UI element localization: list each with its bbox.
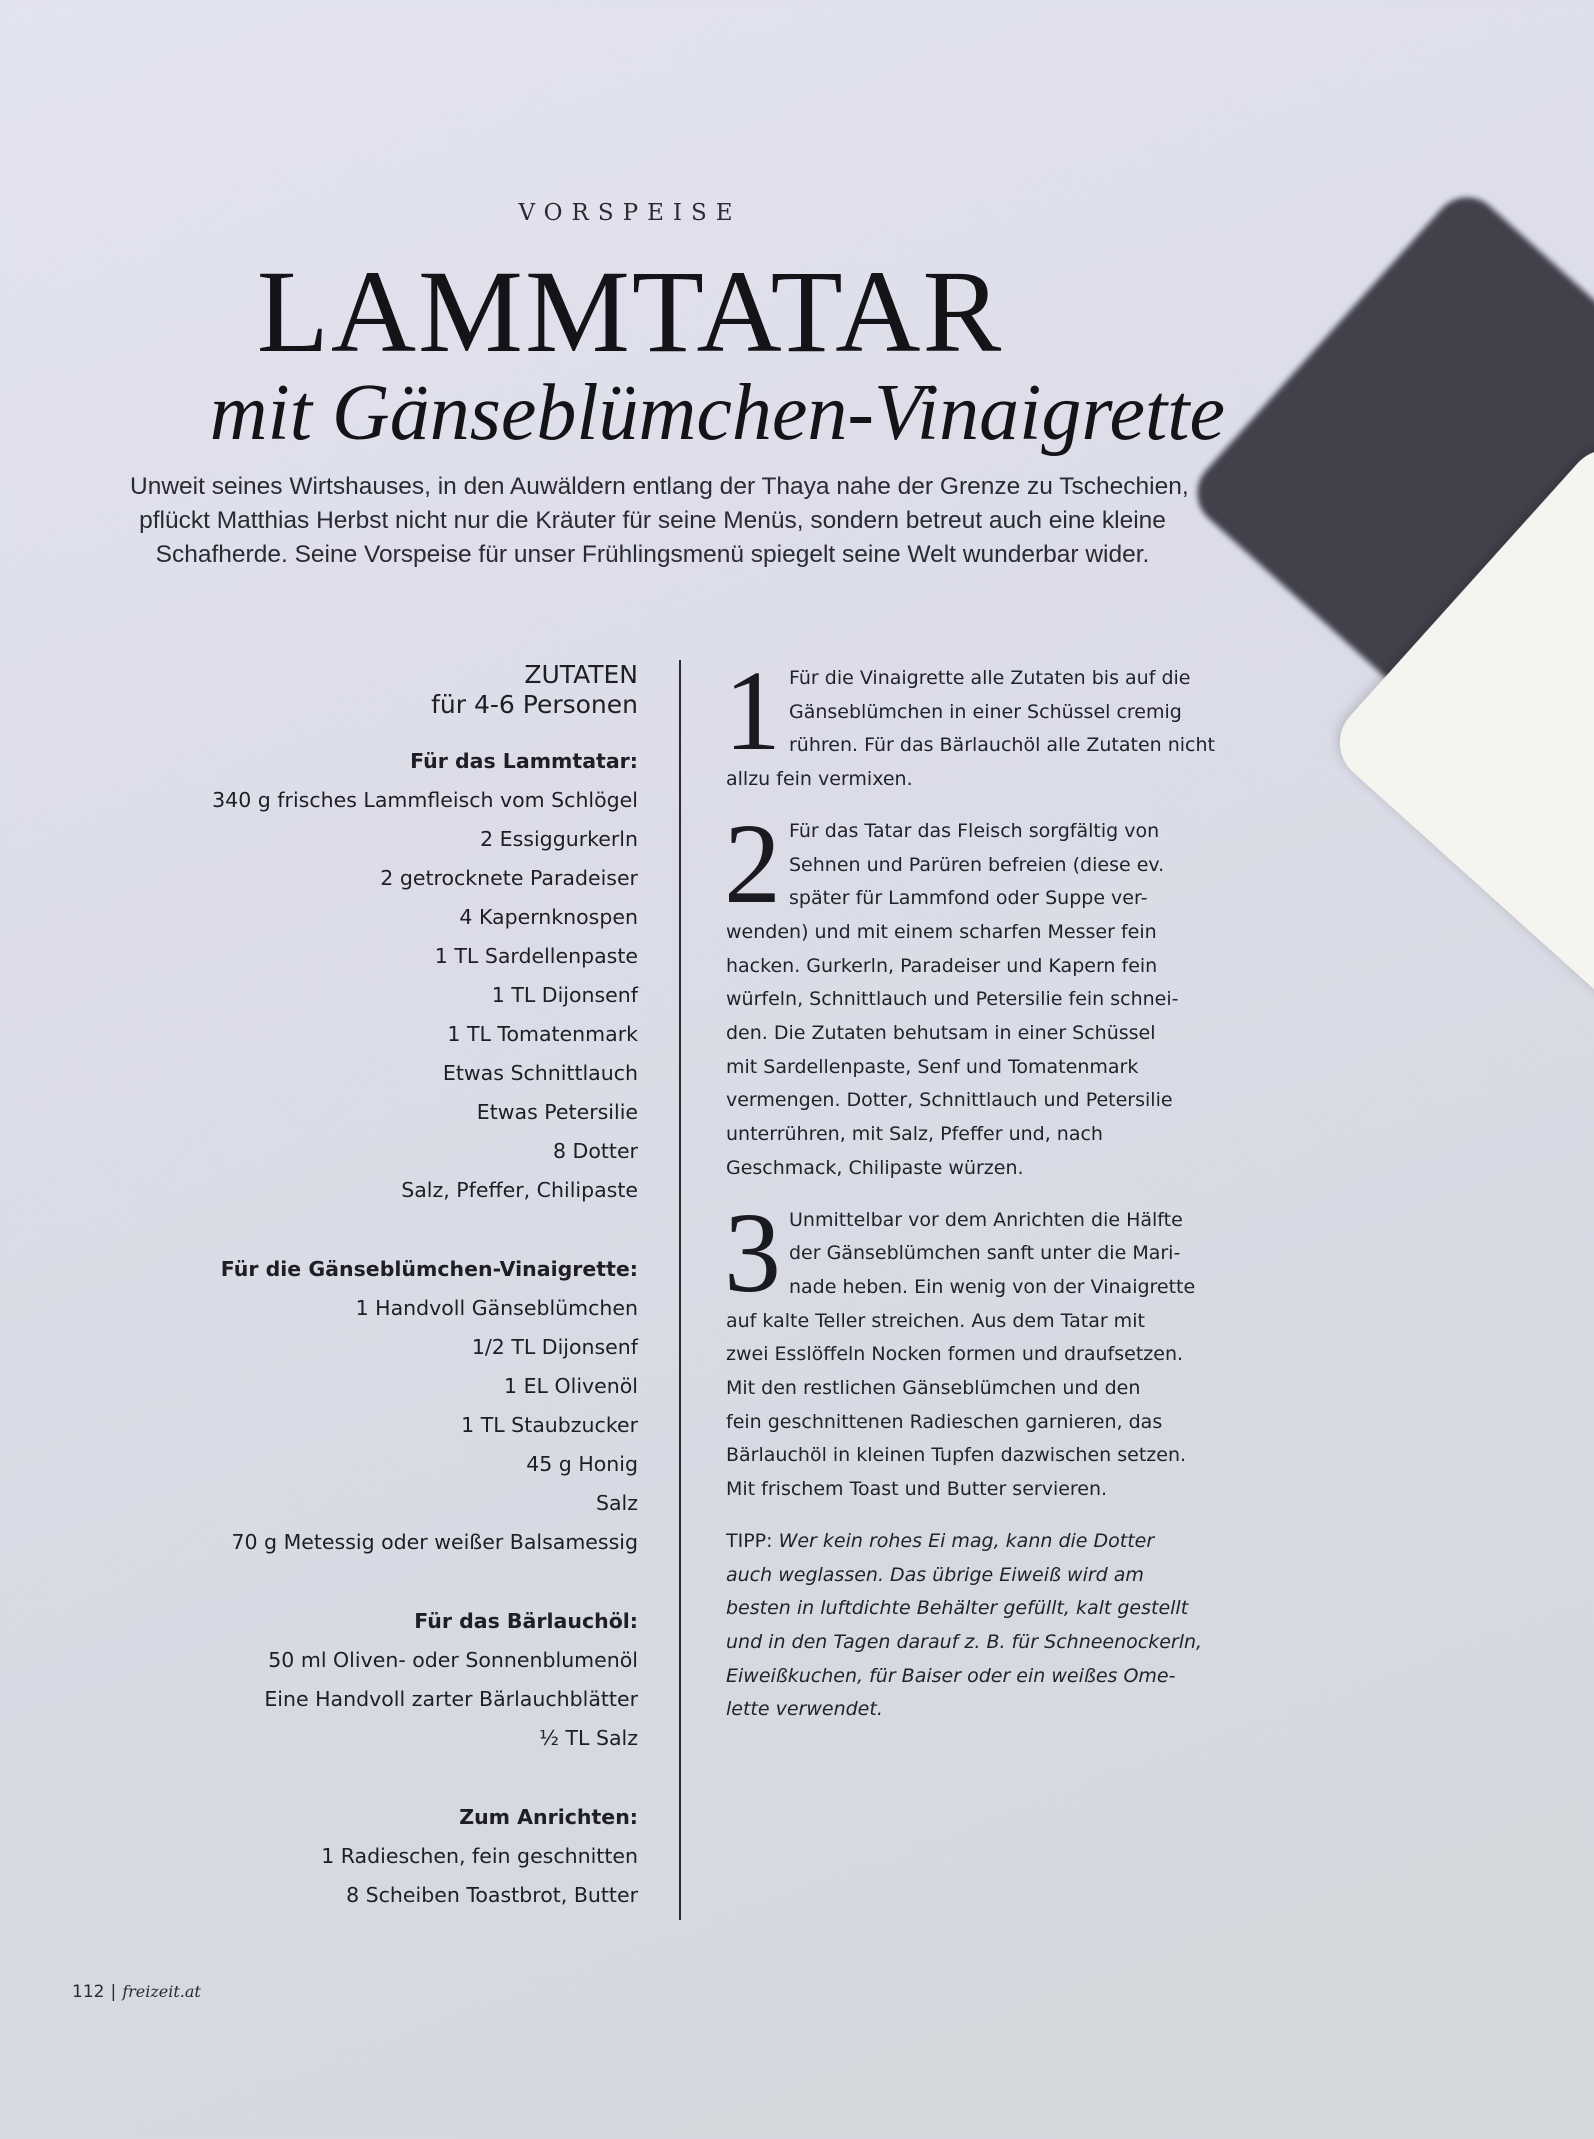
recipe-title: LAMMTATAR <box>256 246 1004 377</box>
page-footer <box>72 1982 201 2002</box>
step-text-line: wenden) und mit einem scharfen Messer fein <box>726 920 1157 943</box>
ingredient-item: 8 Dotter <box>552 1139 638 1163</box>
tip-text-line: lette verwendet. <box>726 1698 883 1721</box>
step-text-line: mit Sardellenpaste, Senf und Tomatenmark <box>726 1055 1139 1078</box>
publication-brand: freizeit.at <box>122 1982 201 2001</box>
ingredient-item: 45 g Honig <box>526 1452 638 1476</box>
section-kicker: VORSPEISE <box>518 200 742 226</box>
step-1 <box>724 647 1216 797</box>
ingredient-item: 8 Scheiben Toastbrot, Butter <box>346 1883 638 1907</box>
intro-line: pflückt Matthias Herbst nicht nur die Kräuter für seine Menüs, sondern betreut auch eine kleine <box>139 507 1166 534</box>
ingredient-item: Etwas Schnittlauch <box>442 1061 638 1085</box>
tip-box <box>726 1525 1216 1727</box>
step-text-line: Für das Tatar das Fleisch sorgfältig von <box>789 819 1160 842</box>
step-text-line: allzu fein vermixen. <box>726 768 913 791</box>
ingredients-heading: ZUTATEN <box>524 660 638 689</box>
step-text-line: hacken. Gurkerln, Paradeiser und Kapern fein <box>726 954 1158 977</box>
step-text-line: der Gänseblümchen sanft unter die Mari- <box>789 1242 1181 1265</box>
step-text-line: Geschmack, Chilipaste würzen. <box>726 1156 1024 1179</box>
ingredient-item: 4 Kapernknospen <box>459 905 638 929</box>
ingredient-item: 1 EL Olivenöl <box>504 1374 638 1398</box>
step-number: 3 <box>724 1188 781 1316</box>
ingredient-item: 340 g frisches Lammfleisch vom Schlögel <box>212 788 638 812</box>
tip-text-line: auch weglassen. Das übrige Eiweiß wird am <box>726 1563 1144 1586</box>
step-text-line: nade heben. Ein wenig von der Vinaigrette <box>789 1275 1196 1298</box>
ingredient-item: Salz <box>595 1491 638 1515</box>
ingredient-item: 70 g Metessig oder weißer Balsamessig <box>231 1530 638 1554</box>
step-text-line: unterrühren, mit Salz, Pfeffer und, nach <box>726 1123 1103 1146</box>
step-text-line: fein geschnittenen Radieschen garnieren, das <box>726 1410 1163 1433</box>
ingredient-item: 1 TL Staubzucker <box>461 1413 638 1437</box>
step-text-line: Für die Vinaigrette alle Zutaten bis auf die <box>789 667 1191 689</box>
step-text-line: später für Lammfond oder Suppe ver- <box>789 887 1148 910</box>
ingredient-item: 1 TL Tomatenmark <box>447 1022 638 1046</box>
tip-text-line: besten in luftdichte Behälter gefüllt, kalt gestellt <box>726 1597 1189 1620</box>
ingredient-item: 1 Radieschen, fein geschnitten <box>321 1844 638 1868</box>
intro-paragraph <box>130 470 1189 572</box>
step-text-line: zwei Esslöffeln Nocken formen und draufsetzen. <box>726 1343 1184 1366</box>
step-3 <box>724 1188 1216 1507</box>
ingredients-column <box>160 660 638 1915</box>
step-text-line: Mit den restlichen Gänseblümchen und den <box>726 1377 1141 1400</box>
ingredient-item: ½ TL Salz <box>539 1726 638 1750</box>
step-2 <box>724 799 1216 1186</box>
preparation-column <box>724 647 1216 1727</box>
ingredient-item: 1 TL Sardellenpaste <box>434 944 638 968</box>
ingredient-group-title: Für das Bärlauchöl: <box>414 1609 638 1633</box>
ingredient-item: 50 ml Oliven- oder Sonnenblumenöl <box>268 1648 638 1672</box>
ingredient-group-title: Für das Lammtatar: <box>410 749 638 773</box>
step-text-line: Mit frischem Toast und Butter servieren. <box>726 1478 1108 1501</box>
ingredient-item: 1 Handvoll Gänseblümchen <box>355 1296 638 1320</box>
intro-line: Unweit seines Wirtshauses, in den Auwäldern entlang der Thaya nahe der Grenze zu Tschechien, <box>130 473 1189 500</box>
ingredient-item: 2 Essiggurkerln <box>480 827 638 851</box>
step-text-line: den. Die Zutaten behutsam in einer Schüssel <box>726 1022 1156 1045</box>
step-text-line: Unmittelbar vor dem Anrichten die Hälfte <box>789 1208 1183 1231</box>
ingredient-item: 2 getrocknete Paradeiser <box>380 866 638 890</box>
servings-label: für 4-6 Personen <box>431 690 638 719</box>
step-text-line: auf kalte Teller streichen. Aus dem Tatar mit <box>726 1309 1145 1332</box>
ingredient-item: 1/2 TL Dijonsenf <box>471 1335 638 1359</box>
page-number: 112 <box>72 1982 105 2002</box>
step-text-line: Gänseblümchen in einer Schüssel cremig <box>789 700 1182 723</box>
tip-text-line: und in den Tagen darauf z. B. für Schneenockerln, <box>726 1630 1203 1653</box>
recipe-subtitle: mit Gänseblümchen-Vinaigrette <box>209 369 1225 457</box>
step-number: 1 <box>724 647 781 774</box>
ingredient-item: Salz, Pfeffer, Chilipaste <box>401 1178 638 1202</box>
ingredient-item: Etwas Petersilie <box>476 1100 638 1124</box>
intro-line: Schafherde. Seine Vorspeise für unser Frühlingsmenü spiegelt seine Welt wunderbar wider. <box>155 541 1150 568</box>
step-text-line: vermengen. Dotter, Schnittlauch und Petersilie <box>726 1089 1173 1112</box>
step-text-line: Bärlauchöl in kleinen Tupfen dazwischen setzen. <box>726 1444 1187 1467</box>
tip-text-line: Wer kein rohes Ei mag, kann die Dotter <box>778 1529 1155 1552</box>
tip-text-line: Eiweißkuchen, für Baiser oder ein weißes Ome- <box>726 1664 1176 1687</box>
step-text-line: rühren. Für das Bärlauchöl alle Zutaten nicht <box>789 734 1215 757</box>
ingredient-group-title: Für die Gänseblümchen-Vinaigrette: <box>220 1257 638 1281</box>
tip-label: TIPP: <box>726 1529 773 1552</box>
step-number: 2 <box>724 799 781 927</box>
step-text-line: würfeln, Schnittlauch und Petersilie fein schnei- <box>726 988 1179 1011</box>
ingredient-item: 1 TL Dijonsenf <box>491 983 638 1007</box>
ingredient-item: Eine Handvoll zarter Bärlauchblätter <box>264 1687 638 1711</box>
ingredient-group-title: Zum Anrichten: <box>459 1805 638 1829</box>
step-text-line: Sehnen und Parüren befreien (diese ev. <box>789 853 1165 876</box>
column-divider <box>679 660 681 1920</box>
footer-separator: | <box>110 1982 117 2002</box>
